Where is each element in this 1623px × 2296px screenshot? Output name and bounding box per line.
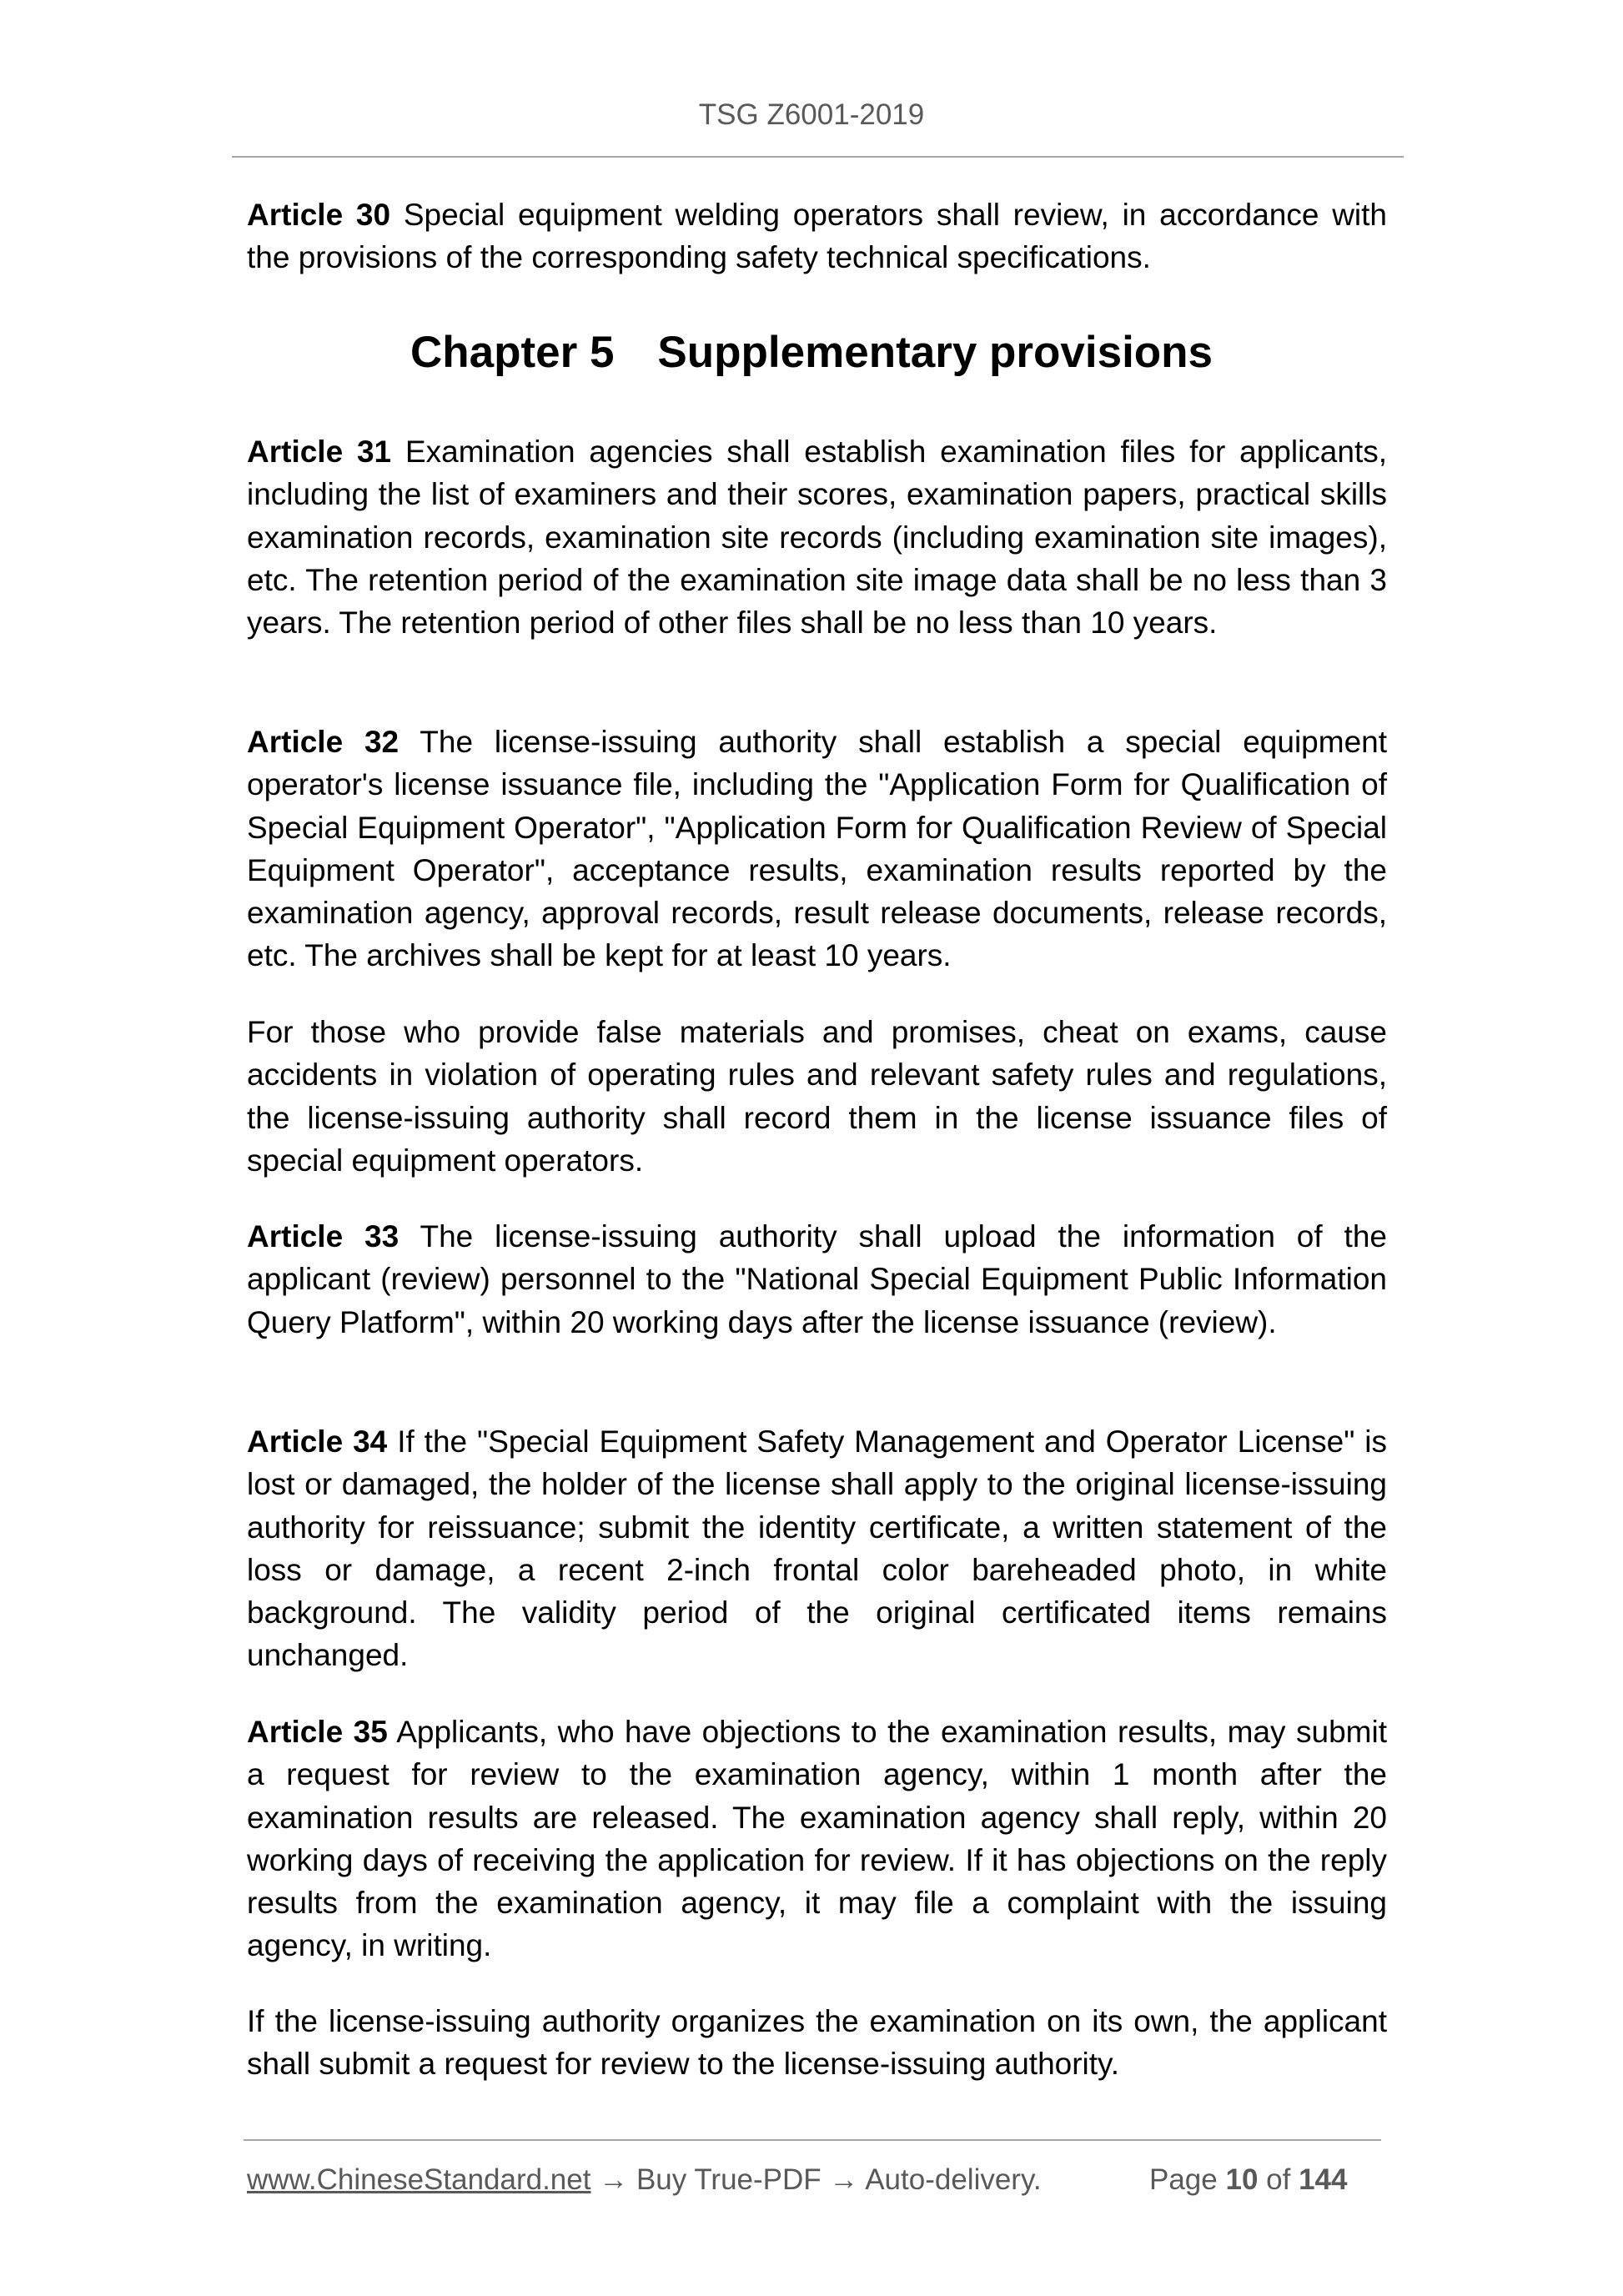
page-label: Page <box>1149 2163 1218 2196</box>
article-label: Article 35 <box>247 1715 388 1749</box>
arrow-right-icon: → <box>599 2163 629 2196</box>
total-pages: 144 <box>1299 2163 1348 2196</box>
article-label: Article 32 <box>247 725 399 759</box>
chapter-number: Chapter 5 <box>410 328 615 377</box>
article-35 <box>247 1711 1387 1967</box>
article-text: Applicants, who have objections to the examination results, may submit a request for review to the examination agency, within 1 month after the examination results are released. The examination agency shall reply, within 20 working days of receiving the application for review. If it has objections on the reply results from the examination agency, it may file a complaint with the issuing agency, in writing. <box>247 1715 1387 1963</box>
of-label: of <box>1266 2163 1291 2196</box>
article-label: Article 33 <box>247 1219 399 1254</box>
article-text: The license-issuing authority shall establish a special equipment operator's license issuance file, including the "Application Form for Qualification of Special Equipment Operator", "Application Form for Qualification Review of Special Equipment Operator", acceptance results, examination results reported by the examination agency, approval records, result release documents, release records, etc. The archives shall be kept for at least 10 years. <box>247 725 1387 973</box>
article-text: Special equipment welding operators shall review, in accordance with the provisions of the corresponding safety technical specifications. <box>247 198 1387 275</box>
paragraph-text: For those who provide false materials and promises, cheat on exams, cause accidents in violation of operating rules and relevant safety rules and regulations, the license-issuing authority shall record them in the license issuance files of special equipment operators. <box>247 1015 1387 1178</box>
current-page: 10 <box>1225 2163 1259 2196</box>
article-text: The license-issuing authority shall upload the information of the applicant (review) personnel to the "National Special Equipment Public Information Query Platform", within 20 working days after the license issuance (review). <box>247 1219 1387 1339</box>
chapter-title: Supplementary provisions <box>657 328 1213 377</box>
article-text: Examination agencies shall establish examination files for applicants, including the list of examiners and their scores, examination papers, practical skills examination records, examination site records (including examination site images), etc. The retention period of the examination site image data shall be no less than 3 years. The retention period of other files shall be no less than 10 years. <box>247 435 1387 641</box>
article-35-paragraph-2 <box>247 2000 1387 2086</box>
buy-text: Buy True-PDF <box>636 2163 822 2196</box>
article-32 <box>247 721 1387 977</box>
chapter-heading <box>0 327 1623 378</box>
page-number <box>1149 2163 1348 2197</box>
header-rule <box>232 156 1404 158</box>
article-34 <box>247 1420 1387 1677</box>
article-label: Article 30 <box>247 198 391 232</box>
header-doc-code: TSG Z6001-2019 <box>698 98 925 131</box>
footer-promo <box>247 2163 1042 2197</box>
website-link[interactable]: www.ChineseStandard.net <box>247 2163 591 2196</box>
arrow-right-icon: → <box>829 2163 859 2196</box>
article-31 <box>247 430 1387 644</box>
article-text: If the "Special Equipment Safety Management and Operator License" is lost or damaged, the holder of the license shall apply to the original license-issuing authority for reissuance; submit the identity certificate, a written statement of the loss or damage, a recent 2-inch frontal color bareheaded photo, in white background. The validity period of the original certificated items remains unchanged. <box>247 1424 1387 1673</box>
article-32-paragraph-2 <box>247 1011 1387 1182</box>
delivery-text: Auto-delivery. <box>865 2163 1042 2196</box>
footer-rule <box>244 2139 1381 2141</box>
article-label: Article 31 <box>247 435 392 469</box>
article-33 <box>247 1215 1387 1344</box>
article-label: Article 34 <box>247 1424 388 1459</box>
paragraph-text: If the license-issuing authority organizes the examination on its own, the applicant shall submit a request for review to the license-issuing authority. <box>247 2004 1387 2082</box>
article-30 <box>247 193 1387 279</box>
